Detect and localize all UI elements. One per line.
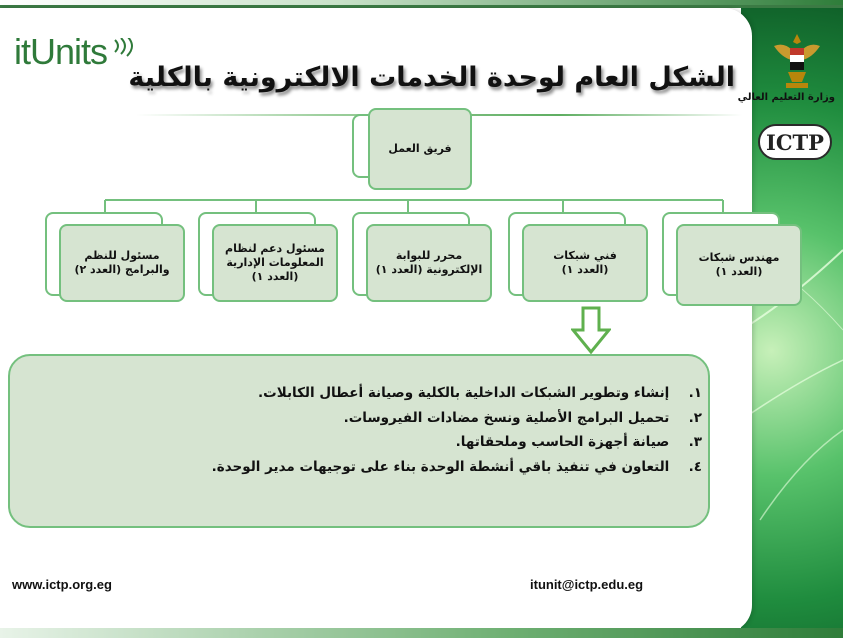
task-number: ٤. bbox=[688, 458, 702, 475]
task-number: ١. bbox=[688, 385, 702, 401]
task-number: ٢. bbox=[688, 409, 702, 426]
org-root-label: فريق العمل bbox=[388, 142, 452, 155]
ministry-label: وزارة التعليم العالي bbox=[737, 92, 835, 103]
footer-email[interactable]: itunit@ictp.edu.eg bbox=[530, 577, 644, 592]
org-child-node bbox=[366, 224, 492, 302]
task-item bbox=[40, 385, 702, 408]
task-text: إنشاء وتطوير الشبكات الداخلية بالكلية وصيانة أعطال الكابلات. bbox=[258, 385, 670, 401]
org-child-label: مسئول دعم لنظام المعلومات الإدارية (العدد ١) bbox=[225, 242, 325, 283]
page-title: الشكل العام لوحدة الخدمات الالكترونية بالكلية bbox=[128, 62, 735, 93]
task-text: صيانة أجهزة الحاسب وملحقاتها. bbox=[455, 434, 670, 450]
task-number: ٣. bbox=[688, 434, 702, 450]
footer-website[interactable]: www.ictp.org.eg bbox=[12, 577, 112, 592]
org-child-label: محرر للبوابة الإلكترونية (العدد ١) bbox=[375, 249, 483, 276]
task-item bbox=[40, 410, 702, 433]
task-item bbox=[40, 459, 702, 482]
task-text: تحميل البرامج الأصلية ونسخ مضادات الفيروسات. bbox=[343, 409, 670, 426]
task-text: التعاون في تنفيذ باقي أنشطة الوحدة بناء على توجيهات مدير الوحدة. bbox=[211, 458, 670, 475]
org-child-label: مسئول للنظم والبرامج (العدد ٢) bbox=[74, 249, 170, 276]
org-child-node bbox=[212, 224, 338, 302]
org-child-node bbox=[676, 224, 802, 306]
org-child-node bbox=[59, 224, 185, 302]
ictp-logo: ICTP bbox=[758, 124, 832, 160]
org-root-node bbox=[368, 108, 472, 190]
org-child-label: فني شبكات (العدد ١) bbox=[553, 249, 617, 276]
tasks-list bbox=[40, 385, 702, 483]
org-child-node bbox=[522, 224, 648, 302]
logo-text: itUnits bbox=[14, 31, 108, 72]
task-item bbox=[40, 434, 702, 457]
down-arrow-icon bbox=[571, 306, 611, 354]
org-child-label: مهندس شبكات (العدد ١) bbox=[698, 251, 780, 278]
